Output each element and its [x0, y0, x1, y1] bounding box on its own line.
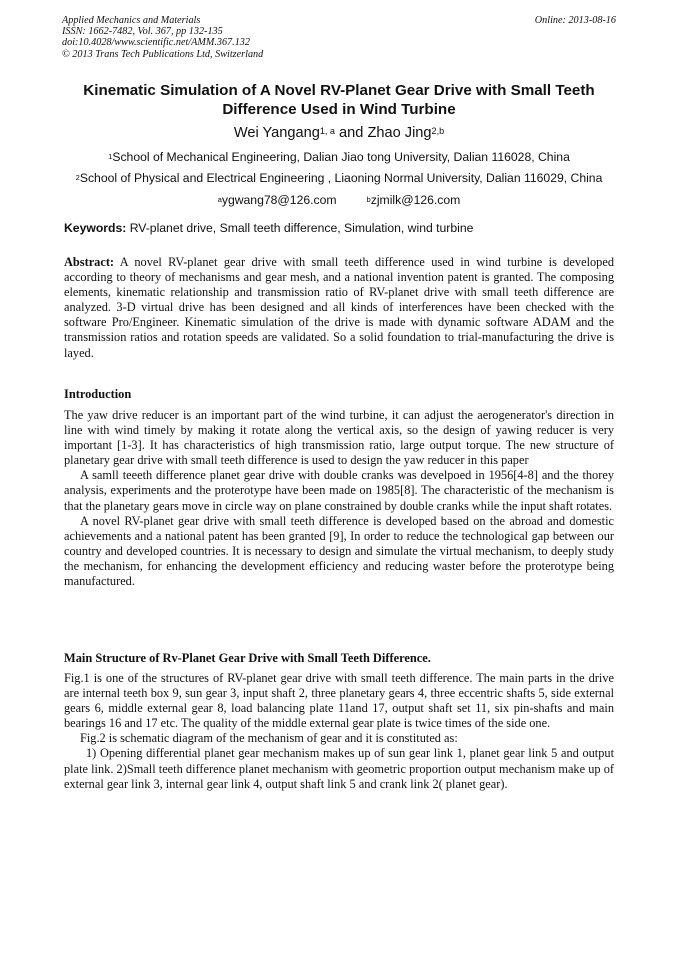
- main-structure-paragraph-1: Fig.1 is one of the structures of RV-planet gear drive with small teeth difference. The main parts in the drive are internal teeth box 9, sun gear 3, input shaft 2, three planetary gears 4, three eccentric shafts 5, side external gears 6, middle external gear 8, load balancing plate 11and 17, output shaft set 11, six pin-shafts and main bearings 16 and 17 etc. The quality of the middle external gear plate is twice times of the side one.: [64, 671, 614, 731]
- journal-doi[interactable]: doi:10.4028/www.scientific.net/AMM.367.132: [62, 37, 250, 49]
- author-line: [60, 124, 618, 142]
- main-structure-body: [64, 671, 614, 792]
- introduction-paragraph-1: The yaw drive reducer is an important part of the wind turbine, it can adjust the aerogenerator's direction in line with wind timely by making it rotate along the vertical axis, so the design of yawing reducer is very important [1-3]. It has characteristics of high transmission ratio, large output torque. The new structure of planetary gear drive with small teeth difference is used to design the yaw reducer in this paper: [64, 408, 614, 468]
- main-structure-paragraph-3: 1) Opening differential planet gear mechanism makes up of sun gear link 1, planet gear link 5 and output plate link. 2)Small teeth difference planet mechanism with geometric proportion output mechanism make up of external gear link 3, internal gear link 4, output shaft link 5 and crank link 2( planet gear).: [64, 746, 614, 791]
- affiliation-2-marker: 2: [75, 172, 80, 182]
- affiliation-1: [30, 150, 648, 165]
- journal-copyright: © 2013 Trans Tech Publications Ltd, Switzerland: [62, 48, 264, 60]
- affiliation-2-text: School of Physical and Electrical Engineering , Liaoning Normal University, Dalian 116029, China: [79, 171, 603, 185]
- author-2: Zhao Jing: [367, 125, 432, 141]
- abstract-label: Abstract:: [64, 255, 115, 269]
- journal-issn: ISSN: 1662-7482, Vol. 367, pp 132-135: [62, 26, 223, 38]
- keywords-label: Keywords:: [64, 221, 127, 235]
- journal-name: Applied Mechanics and Materials: [62, 15, 201, 26]
- keywords: [64, 221, 616, 236]
- email-a-marker: a: [217, 194, 222, 204]
- affiliation-1-marker: 1: [108, 151, 113, 161]
- introduction-body: [64, 408, 614, 589]
- introduction-paragraph-2: A samll teeeth difference planet gear drive with double cranks was develpoed in 1956[4-8] and the thorey analysis, experiments and the proterotype have been made on 1985[8]. The characteristic of the mechanism is that the planetary gears move in circle way on plane constrained by double cranks while the input shaft rotates.: [64, 468, 614, 513]
- online-date: Online: 2013-08-16: [534, 15, 616, 26]
- introduction-paragraph-3: A novel RV-planet gear drive with small teeth difference is developed based on the abroad and domestic achievements and a national patent has been granted [9], In order to reduce the technological gap between our country and developed countries. It is necessary to design and simulate the virtual mechanism, to deeply study the mechanism, for enhancing the development efficiency and reducing waster before the proterotype being manufactured.: [64, 513, 614, 589]
- author-2-affil: 2,b: [431, 126, 445, 137]
- main-structure-heading: Main Structure of Rv-Planet Gear Drive with Small Teeth Difference.: [64, 651, 431, 665]
- author-1: Wei Yangang: [233, 125, 320, 141]
- introduction-heading: Introduction: [64, 387, 132, 401]
- author-1-affil: 1, a: [319, 126, 335, 137]
- email-b[interactable]: zjmilk@126.com: [370, 193, 461, 207]
- affiliation-2: [30, 171, 648, 186]
- abstract: [64, 255, 614, 361]
- keywords-text: RV-planet drive, Small teeth difference, Simulation, wind turbine: [129, 221, 474, 235]
- affiliation-1-text: School of Mechanical Engineering, Dalian Jiao tong University, Dalian 116028, China: [112, 150, 570, 164]
- author-conjunction: and: [339, 125, 364, 141]
- email-line: [60, 193, 618, 208]
- email-a[interactable]: ygwang78@126.com: [221, 193, 337, 207]
- email-b-marker: b: [366, 194, 371, 204]
- abstract-text: A novel RV-planet gear drive with small teeth difference used in wind turbine is developed according to theory of mechanisms and gear mesh, and a national invention patent is granted. The composing elements, kinematic relationship and transmission ratio of RV-planet drive with small teeth difference are analyzed. 3-D virtual drive has been designed and all kinds of interferences have been checked with the software Pro/Engineer. Kinematic simulation of the drive is made with dynamic software ADAM and the transmission ratios and rotation speeds are validated. So a solid foundation to trial-manufacturing the drive is layed.: [64, 255, 614, 360]
- journal-header: [62, 15, 263, 60]
- main-structure-paragraph-2: Fig.2 is schematic diagram of the mechanism of gear and it is constituted as:: [80, 731, 458, 746]
- paper-title: Kinematic Simulation of A Novel RV-Planet Gear Drive with Small Teeth Difference Used in Wind Turbine: [83, 82, 595, 118]
